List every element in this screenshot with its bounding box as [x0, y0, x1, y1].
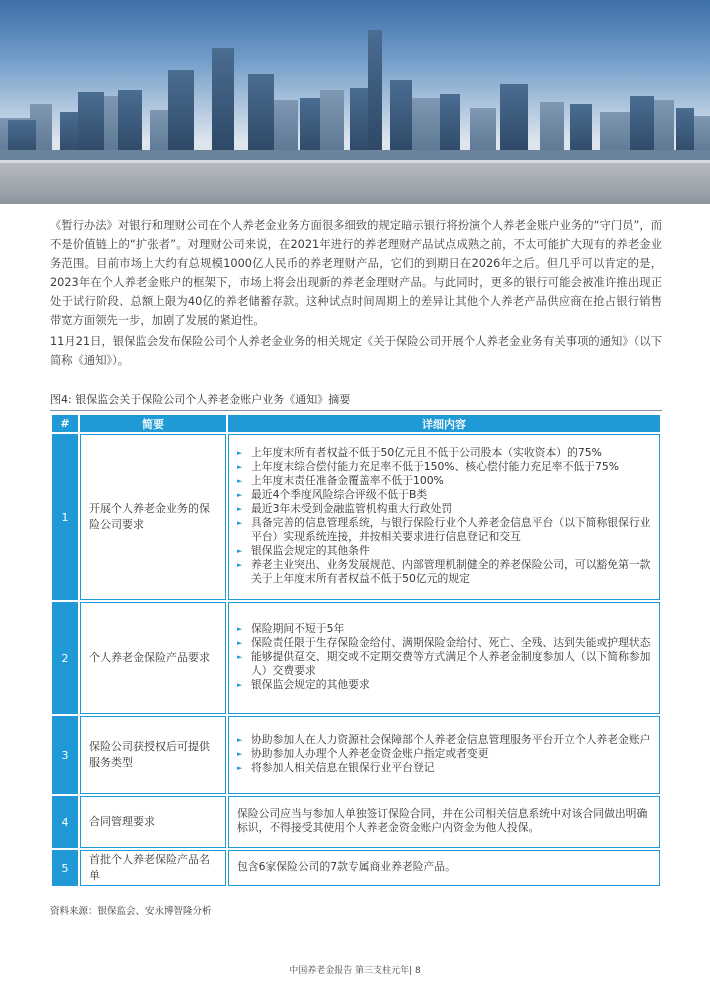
row-number: 5: [52, 850, 78, 886]
bullet-item: ► 将参加人相关信息在银保行业平台登记: [237, 761, 651, 775]
bullet-item: ► 养老主业突出、业务发展规范、内部管理机制健全的养老保险公司，可以豁免第一款关于上年度末所有者权益不低于50亿元的规定: [237, 558, 651, 586]
row-details: 保险公司应当与参加人单独签订保险合同，并在公司相关信息系统中对该合同做出明确标识，不得接受其使用个人养老金资金账户内资金为他人投保。: [228, 796, 660, 848]
header-details: 详细内容: [228, 415, 660, 432]
header-summary: 简要: [80, 415, 226, 432]
bullet-item: ► 保险期间不短于5年: [237, 622, 651, 636]
header-number: #: [52, 415, 78, 432]
figure-divider: [50, 410, 662, 411]
row-number: 3: [52, 716, 78, 794]
table-row: [52, 716, 660, 794]
source-note: 资料来源：银保监会、安永博智隆分析: [50, 906, 212, 917]
bullet-item: ► 银保监会规定的其他要求: [237, 678, 651, 692]
bullet-item: ► 银保监会规定的其他条件: [237, 544, 651, 558]
summary-table: [50, 413, 662, 888]
row-summary: 开展个人养老金业务的保险公司要求: [80, 434, 226, 600]
bullet-item: ► 上年度末所有者权益不低于50亿元且不低于公司股本（实收资本）的75%: [237, 446, 651, 460]
row-summary: 首批个人养老保险产品名单: [80, 850, 226, 886]
bullet-item: ► 最近4个季度风险综合评级不低于B类: [237, 488, 651, 502]
table-header-row: [52, 415, 660, 432]
paragraph-1: 《暂行办法》对银行和理财公司在个人养老金业务方面很多细致的规定暗示银行将扮演个人养老金账户业务的“守门员”，而不是价值链上的“扩张者”。对理财公司来说，在2021年进行的养老理财产品试点成熟之前，不太可能扩大现有的养老金业务范围。目前市场上大约有总规模1000亿人民币的养老理财产品，它们的到期日在2026年之后。但几乎可以肯定的是，2023年在个人养老金账户的框架下，市场上将会出现新的养老金理财产品。与此同时，更多的银行可能会被准许推出现正处于试行阶段、总额上限为40亿的养老储蓄存款。这种试点时间周期上的差异让其他个人养老产品供应商在抢占银行销售带宽方面领先一步，加剧了发展的紧迫性。: [50, 219, 662, 327]
bullet-list: [237, 622, 651, 692]
figure-title: 图4: 银保监会关于保险公司个人养老金账户业务《通知》摘要: [50, 393, 351, 406]
row-summary: 合同管理要求: [80, 796, 226, 848]
table-row: [52, 602, 660, 714]
table-row: [52, 850, 660, 886]
bullet-item: ► 最近3年未受到金融监管机构重大行政处罚: [237, 502, 651, 516]
hero-cityscape-image: [0, 0, 710, 204]
row-summary: 个人养老金保险产品要求: [80, 602, 226, 714]
bullet-item: ► 具备完善的信息管理系统，与银行保险行业个人养老金信息平台（以下简称银保行业平台）实现系统连接，并按相关要求进行信息登记和交互: [237, 516, 651, 544]
bullet-item: ► 保险责任限于生存保险金给付、满期保险金给付、死亡、全残、达到失能或护理状态: [237, 636, 651, 650]
row-number: 2: [52, 602, 78, 714]
bullet-item: ► 能够提供趸交、期交或不定期交费等方式满足个人养老金制度参加人（以下简称参加人）交费要求: [237, 650, 651, 678]
bullet-item: ► 上年度末责任准备金覆盖率不低于100%: [237, 474, 651, 488]
row-details: [228, 602, 660, 714]
table-row: [52, 434, 660, 600]
row-number: 1: [52, 434, 78, 600]
row-details: [228, 716, 660, 794]
bullet-list: [237, 733, 651, 775]
row-summary: 保险公司获授权后可提供服务类型: [80, 716, 226, 794]
bullet-item: ► 协助参加人办理个人养老金资金账户指定或者变更: [237, 747, 651, 761]
table-row: [52, 796, 660, 848]
row-details: [228, 434, 660, 600]
bullet-list: [237, 446, 651, 586]
paragraph-2: 11月21日，银保监会发布保险公司个人养老金业务的相关规定《关于保险公司开展个人养老金业务有关事项的通知》（以下简称《通知》）。: [50, 335, 662, 367]
bullet-item: ► 上年度末综合偿付能力充足率不低于150%、核心偿付能力充足率不低于75%: [237, 460, 651, 474]
page-footer: 中国养老金报告 第三支柱元年| 8: [289, 966, 421, 976]
skyline-illustration: [0, 0, 710, 204]
row-number: 4: [52, 796, 78, 848]
bullet-item: ► 协助参加人在人力资源社会保障部个人养老金信息管理服务平台开立个人养老金账户: [237, 733, 651, 747]
row-details: 包含6家保险公司的7款专属商业养老险产品。: [228, 850, 660, 886]
body-text: [50, 216, 662, 370]
